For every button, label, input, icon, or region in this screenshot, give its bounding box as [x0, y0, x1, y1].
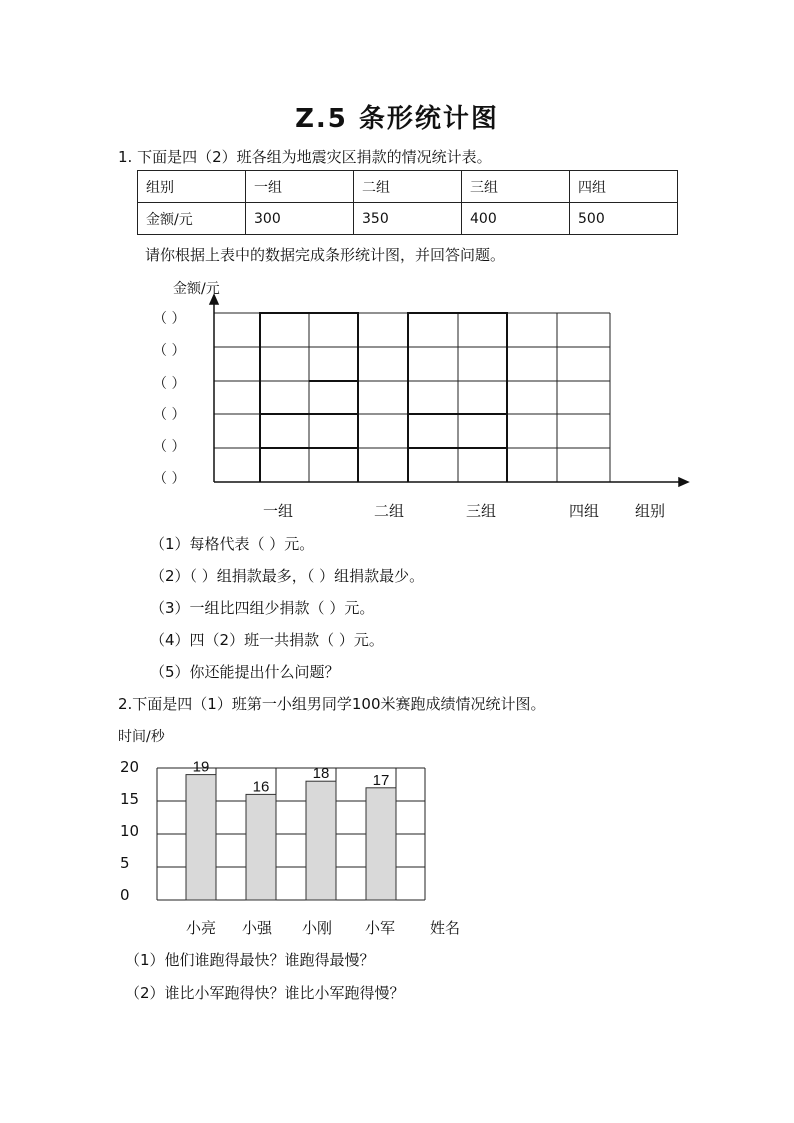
y-tick-blank: （ ） [153, 471, 186, 487]
category-label: 四组 [569, 502, 600, 520]
table-cell: 组别 [138, 171, 246, 203]
category-label: 二组 [374, 502, 405, 520]
y-tick-label: 10 [120, 822, 140, 840]
bar-data-label: 17 [372, 771, 390, 789]
y-tick-label: 15 [120, 790, 140, 808]
chart-1-y-label: 金额/元 [173, 281, 220, 297]
bar-data-label: 19 [192, 758, 210, 776]
question-1-sub-4: （4）四（2）班一共捐款（ ）元。 [150, 631, 384, 649]
y-tick-blank: （ ） [153, 407, 186, 423]
bar [186, 775, 216, 900]
y-tick-label: 5 [120, 854, 130, 872]
bar [366, 788, 396, 900]
question-1-sub-1: （1）每格代表（ ）元。 [150, 535, 315, 553]
bar [306, 781, 336, 900]
question-2-sub-1: （1）他们谁跑得最快？谁跑得最慢？ [125, 951, 375, 969]
question-1-sub-5: （5）你还能提出什么问题？ [150, 663, 340, 681]
table-cell: 三组 [462, 171, 570, 203]
question-1-sub-3: （3）一组比四组少捐款（ ）元。 [150, 599, 375, 617]
category-label: 一组 [263, 502, 294, 520]
table-cell: 金额/元 [138, 203, 246, 235]
table-cell: 500 [570, 203, 678, 235]
category-label: 小刚 [302, 919, 333, 937]
page-title: Z.5 条形统计图 [295, 104, 499, 134]
table-cell: 四组 [570, 171, 678, 203]
table-cell: 300 [246, 203, 354, 235]
y-tick-label: 0 [120, 886, 130, 904]
chart-2-y-label: 时间/秒 [118, 729, 165, 745]
x-axis-label: 组别 [635, 502, 666, 520]
question-2-sub-2: （2）谁比小军跑得快？谁比小军跑得慢？ [125, 984, 405, 1002]
question-1-sub-2: （2）（ ）组捐款最多，（ ）组捐款最少。 [150, 567, 425, 585]
category-label: 小强 [242, 919, 273, 937]
category-label: 三组 [466, 502, 497, 520]
category-label: 小军 [365, 919, 396, 937]
y-tick-blank: （ ） [153, 376, 186, 392]
question-2-intro: 2.下面是四（1）班第一小组男同学100米赛跑成绩情况统计图。 [118, 695, 546, 713]
y-tick-label: 20 [120, 758, 140, 776]
x-axis-label: 姓名 [430, 919, 461, 937]
y-tick-blank: （ ） [153, 439, 186, 455]
bar-data-label: 16 [252, 778, 270, 796]
question-1-intro: 1. 下面是四（2）班各组为地震灾区捐款的情况统计表。 [118, 148, 492, 166]
bar [246, 794, 276, 900]
table-cell: 400 [462, 203, 570, 235]
bar-data-label: 18 [312, 765, 330, 783]
y-tick-blank: （ ） [153, 311, 186, 327]
category-label: 小亮 [186, 919, 217, 937]
table-cell: 一组 [246, 171, 354, 203]
question-1-instruction: 请你根据上表中的数据完成条形统计图，并回答问题。 [145, 246, 506, 264]
table-cell: 二组 [354, 171, 462, 203]
y-tick-blank: （ ） [153, 343, 186, 359]
table-cell: 350 [354, 203, 462, 235]
